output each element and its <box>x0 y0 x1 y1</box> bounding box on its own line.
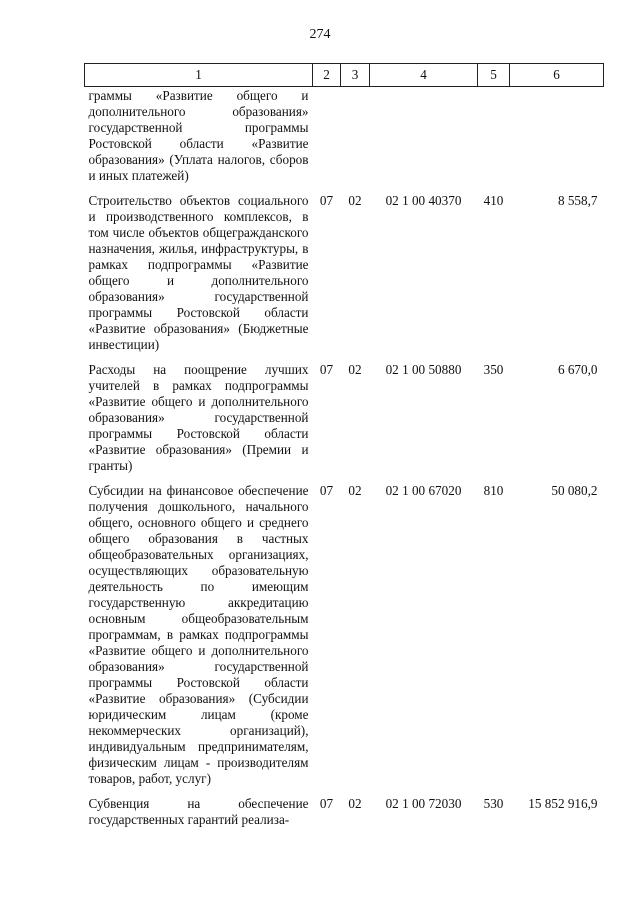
row-target-code: 02 1 00 50880 <box>385 362 462 377</box>
row-description: Расходы на поощрение лучших учителей в рамках подпрограммы «Развитие общего и дополнительного образования» государственной программы Ростовской области «Развитие образования» (Премии и гранты) <box>88 362 309 473</box>
header-col-1: 1 <box>85 64 313 87</box>
page-number: 274 <box>309 27 331 42</box>
row-description: Субсидии на финансовое обеспечение получения дошкольного, начального общего, основного общего и среднего общего образования в частных общеобразовательных организациях, осуществляющих образовательную деятельность по имеющим государственную аккредитацию основным общеобразовательным программам, в рамках подпрограммы «Развитие общего и дополнительного образования» государственной программы Ростовской области «Развитие образования» (Субсидии юридическим лицам (кроме некоммерческих организаций), индивидуальным предпринимателям, физическим лицам - производителям товаров, работ, услуг) <box>88 483 309 786</box>
row-description: Субвенция на обеспечение государственных гарантий реализа- <box>88 796 309 827</box>
row-sum <box>510 87 604 194</box>
row-target-code: 02 1 00 67020 <box>385 483 462 498</box>
row-expense-type: 810 <box>483 483 504 498</box>
row-sum: 50 080,2 <box>551 483 598 498</box>
row-expense-type: 410 <box>483 193 504 208</box>
row-section: 07 <box>319 193 334 208</box>
row-sum: 15 852 916,9 <box>528 796 598 811</box>
row-expense-type: 530 <box>483 796 504 811</box>
row-subsection: 02 <box>348 483 362 498</box>
budget-table <box>84 63 604 828</box>
row-section: 07 <box>319 362 334 377</box>
header-col-6: 6 <box>510 64 604 87</box>
row-sum: 6 670,0 <box>557 362 598 377</box>
header-col-3: 3 <box>341 64 370 87</box>
row-description: Строительство объектов социального и производственного комплексов, в том числе объектов общегражданского назначения, жилья, инфраструктуры, в рамках подпрограммы «Развитие общего и дополнительного образования» государственной программы Ростовской области «Развитие образования» (Бюджетные инвестиции) <box>88 193 309 352</box>
row-subsection: 02 <box>348 796 362 811</box>
row-section: 07 <box>319 483 334 498</box>
row-subsection <box>341 87 370 194</box>
row-description: граммы «Развитие общего и дополнительного образования» государственной программы Ростовской области «Развитие образования» (Уплата налогов, сборов и иных платежей) <box>88 88 309 183</box>
row-target-code <box>370 87 478 194</box>
table-row <box>85 796 604 828</box>
row-subsection: 02 <box>348 193 362 208</box>
table-row <box>85 87 604 194</box>
row-subsection: 02 <box>348 362 362 377</box>
header-col-5: 5 <box>478 64 510 87</box>
row-section: 07 <box>319 796 334 811</box>
row-sum: 8 558,7 <box>557 193 598 208</box>
table-row <box>85 193 604 362</box>
header-col-4: 4 <box>370 64 478 87</box>
row-section <box>313 87 341 194</box>
row-target-code: 02 1 00 72030 <box>385 796 462 811</box>
row-expense-type <box>478 87 510 194</box>
header-col-2: 2 <box>313 64 341 87</box>
table-row <box>85 362 604 483</box>
row-expense-type: 350 <box>483 362 504 377</box>
table-row <box>85 483 604 796</box>
row-target-code: 02 1 00 40370 <box>385 193 462 208</box>
header-row <box>85 64 604 87</box>
